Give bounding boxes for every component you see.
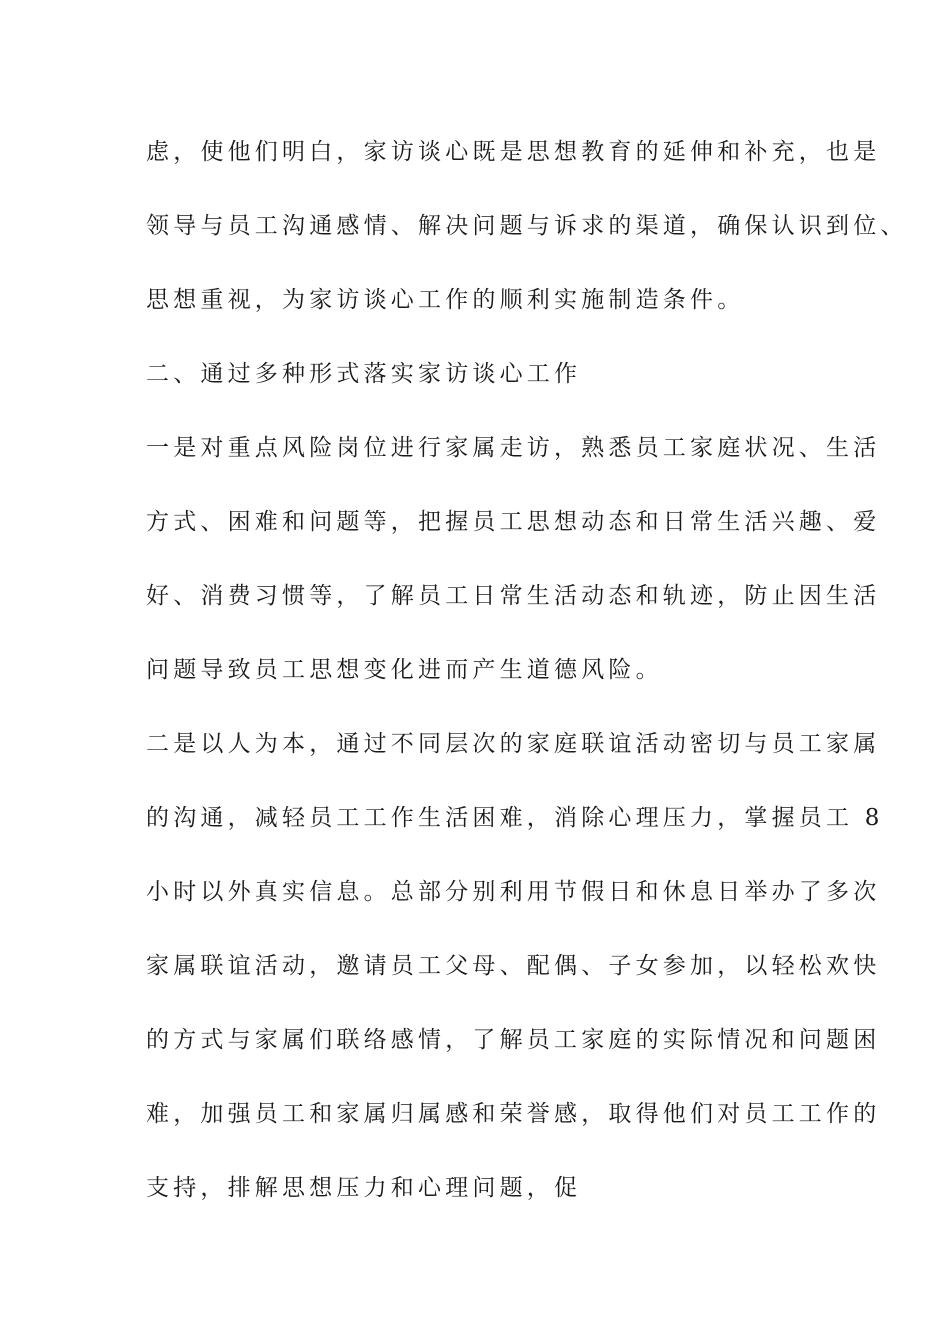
paragraph-line: 领导与员工沟通感情、解决问题与诉求的渠道，确保认识到位、 [146,213,908,239]
paragraph-line: 家属联谊活动，邀请员工父母、配偶、子女参加，以轻松欢快 [146,953,881,979]
paragraph-line: 好、消费习惯等，了解员工日常生活动态和轨迹，防止因生活 [146,583,881,609]
paragraph-line: 二是以人为本，通过不同层次的家庭联谊活动密切与员工家属 [146,731,881,757]
paragraph-line: 思想重视，为家访谈心工作的顺利实施制造条件。 [146,287,745,313]
paragraph-line: 虑，使他们明白，家访谈心既是思想教育的延伸和补充，也是 [146,139,881,165]
section-heading: 二、通过多种形式落实家访谈心工作 [146,361,582,387]
paragraph-line: 难，加强员工和家属归属感和荣誉感，取得他们对员工工作的 [146,1101,881,1127]
paragraph-line: 小时以外真实信息。总部分别利用节假日和休息日举办了多次 [146,879,881,905]
paragraph-line: 的方式与家属们联络感情，了解员工家庭的实际情况和问题困 [146,1027,881,1053]
paragraph-line: 的沟通，减轻员工工作生活困难，消除心理压力，掌握员工 8 [146,805,884,831]
paragraph-line: 支持，排解思想压力和心理问题，促 [146,1175,582,1201]
paragraph-line: 一是对重点风险岗位进行家属走访，熟悉员工家庭状况、生活 [146,435,881,461]
paragraph-line: 方式、困难和问题等，把握员工思想动态和日常生活兴趣、爱 [146,509,881,535]
paragraph-line: 问题导致员工思想变化进而产生道德风险。 [146,657,663,683]
